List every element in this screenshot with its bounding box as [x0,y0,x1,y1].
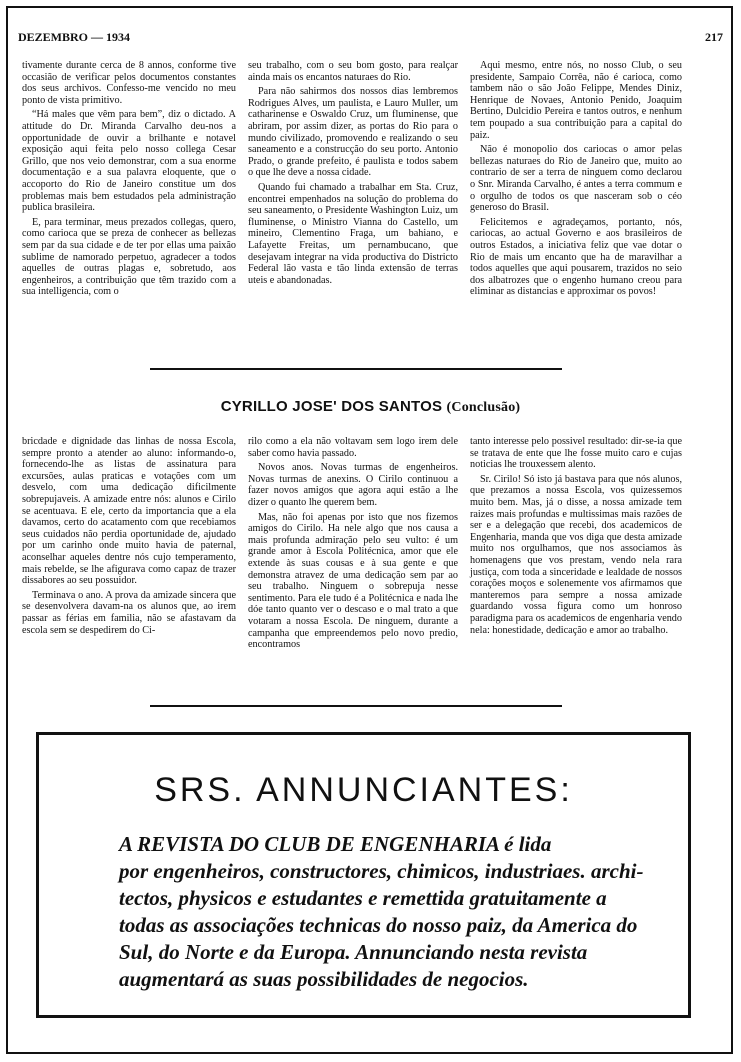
paragraph: “Há males que vêm para bem”, diz o dictado. A attitude do Dr. Miranda Carvalho deu-nos a opportunidade de ouvir a brilhante e notavel exposição aqui feita pelo nosso collega Cesar Grillo, que nos veio demonstrar, com a sua enorme documentação e a sua palavra eloquente, que o accoporto do Rio de Janeiro constitue um dos problemas mais bem estudados pela administração publica brasileira. [22,109,236,214]
article-title [0,398,741,416]
paragraph: tivamente durante cerca de 8 annos, conforme tive occasião de verificar pelos documentos constantes dos seus archivos. Confesso-me vencido no meu ponto de vista primitivo. [22,60,236,106]
top-column-3 [470,60,682,301]
advertisement-line: Sul, do Norte e da Europa. Annunciando nesta revista [119,940,588,964]
paragraph: Mas, não foi apenas por isto que nos fizemos amigos do Cirilo. Ha nele algo que nos causa a mais profunda admiração pelo seu vulto: é um grande amor à Escola Politécnica, amor que ele extende às suas cousas e à sua gente e que demonstra atravez de uma dedicação sem par ao seu trabalho. Ninguem o sobrepuja nesse sentimento. Para ele tudo é a Politécnica e nada lhe dóe tanto quanto ver o descaso e o mal trato a que votaram a nossa Escola. De ninguem, durante a campanha que empreendemos pelo novo predio, encontramos [248,511,458,651]
article-column-3 [470,436,682,639]
top-column-1 [22,60,236,301]
advertisement-box [36,732,691,1018]
advertisement-line: augmentará as suas possibilidades de negocios. [119,967,529,991]
advertisement-line: A REVISTA DO CLUB DE ENGENHARIA é lida [119,832,552,856]
article-column-2 [248,436,458,654]
article-column-1 [22,436,236,639]
paragraph: E, para terminar, meus prezados collegas, quero, como carioca que se preza de conhecer as bellezas sem par da sua cidade e de ter por ellas uma paixão sublime de namorado perpetuo, agradecer a todos aquelles de outras plagas e, sobretudo, aos engenheiros, a contribuição que têm trazido com a sua intelligencia, com o [22,216,236,298]
divider-rule [150,368,562,370]
paragraph: bricdade e dignidade das linhas de nossa Escola, sempre pronto a atender ao aluno: informando-o, fornecendo-lhe as listas de assinatura para excursões, aulas praticas e votações com um desvelo, com uma dedicação dificilmente sobrepujaveis. A amizade entre nós: alunos e Cirilo se acentuava. E ele, certo da importancia que a ela davamos, certo do acatamento com que recebiamos seus cuidados não perdia oportunidade de, ajudado por um carinho onde muito havia de paternal, aconselhar aqueles dentre nós cujo temperamento, mais rebelde, se lhe afigurava como capaz de trazer dissabores ao seu possuidor. [22,436,236,587]
advertisement-heading: SRS. ANNUNCIANTES: [154,771,573,809]
article-title-text: CYRILLO JOSE' DOS SANTOS [220,398,443,415]
paragraph: Novos anos. Novas turmas de engenheiros. Novas turmas de anexins. O Cirilo continuou a fazer novos amigos que agora aqui estão a lhe dizer o quanto lhe querem bem. [248,462,458,508]
paragraph: Felicitemos e agradeçamos, portanto, nós, cariocas, ao actual Governo e aos brasileiros de outros Estados, a iniciativa feliz que vae dotar o Rio de mais um encanto que ha de maravilhar a todos aquelles que aqui pousarem, trazidos no seio dos albatrozes que o engenho humano creou para eliminar as distancias e approximar os povos! [470,216,682,298]
paragraph: Quando fui chamado a trabalhar em Sta. Cruz, encontrei empenhados na solução do problema do seu saneamento, o Presidente Washington Luiz, um fluminense, o Ministro Vianna do Castello, um mineiro, Clementino Fraga, um bahiano, e Lafayette Freitas, um pernambucano, que desejavam integrar na vida productiva do Districto Federal lão vasta e tão linda extensão de terras uteis e abandonadas. [248,181,458,286]
paragraph: Aqui mesmo, entre nós, no nosso Club, o seu presidente, Sampaio Corrêa, não é carioca, como tambem não o são João Felippe, Mendes Diniz, Henrique de Novaes, Antonio Penido, Joaquim Bertino, Dulcidio Pereira e tantos outros, e nenhum tem poupado a sua contribuição para a capital do paiz. [470,60,682,141]
advertisement-line: todas as associações technicas do nosso paiz, da America do [119,913,638,937]
paragraph: Para não sahirmos dos nossos dias lembremos Rodrigues Alves, um paulista, e Lauro Muller, um catharinense e Oswaldo Cruz, um fluminense, que abriram, por assim dizer, as portas do Rio para o mundo civilizado, promovendo e realizando o seu saneamento e a construcção do seu porto. Antonio Prado, o grande prefeito, é paulista e todos sabem o que lhe deve a nossa cidade. [248,86,458,179]
page-number: 217 [705,30,723,44]
advertisement-line: tectos, physicos e estudantes e remettida gratuitamente a [119,886,607,910]
paragraph: rilo como a ela não voltavam sem logo irem dele saber como havia passado. [248,436,458,459]
page-header [18,30,723,50]
issue-date: DEZEMBRO — 1934 [18,30,131,44]
article-title-note: (Conclusão) [446,400,521,415]
paragraph: Sr. Cirilo! Só isto já bastava para que nós alunos, que prezamos a nossa Escola, vos quizessemos muito bem. Mas, já o disse, a nossa amizade tem raizes mais profundas e multissimas mais razões de ser e a delegação que recebi, dos academicos de Engenharia, manda que vos diga que desta amizade muito nos orgulhamos, que nos associamos às homenagens que vos prestam, vendo nela rara justiça, com toda a sinceridade e lealdade de nossos corações moços e solenemente vos afirmamos que manteremos para sempre a nossa amizade guardando vossa figura como um honroso paradigma para os academicos de engenharia vendo nela: honestidade, dedicação e amor ao trabalho. [470,473,682,636]
paragraph: Terminava o ano. A prova da amizade sincera que se desenvolvera davam-na os alunos que, ao irem passar as férias em familia, não se afastavam da escola sem se despedirem do Ci- [22,589,236,636]
advertisement-line: por engenheiros, constructores, chimicos, industriaes. archi- [119,859,644,883]
paragraph: Não é monopolio dos cariocas o amor pelas bellezas naturaes do Rio de Janeiro que, muito ao contrario de ser a terra de ninguem como declarou o Snr. Miranda Carvalho, é antes a terra commum e o orgulho de todos os que nasceram sob o céo generoso do Brasil. [470,144,682,214]
top-column-2 [248,60,458,289]
paragraph: tanto interesse pelo possivel resultado: dir-se-ia que se tratava de ente que lhe fosse muito caro e cujas noticias lhe trouxessem alento. [470,436,682,471]
paragraph: seu trabalho, com o seu bom gosto, para realçar ainda mais os encantos naturaes do Rio. [248,60,458,83]
advertisement-text [119,831,658,993]
divider-rule [150,705,562,707]
